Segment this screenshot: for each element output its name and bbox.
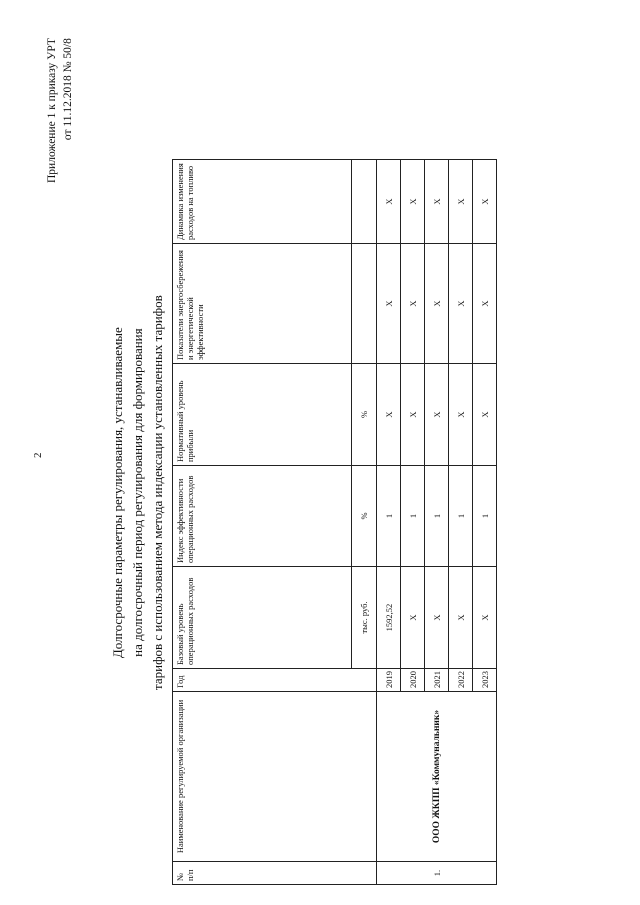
cell-fuel: Х xyxy=(425,160,449,244)
cell-year: 2019 xyxy=(377,669,401,692)
cell-base: Х xyxy=(425,567,449,669)
cell-energy: Х xyxy=(377,244,401,364)
cell-fuel: Х xyxy=(449,160,473,244)
cell-energy: Х xyxy=(473,244,497,364)
cell-year: 2020 xyxy=(401,669,425,692)
cell-energy: Х xyxy=(401,244,425,364)
cell-energy: Х xyxy=(425,244,449,364)
cell-profit: Х xyxy=(401,364,425,466)
header-num: № п/п xyxy=(173,862,377,885)
cell-index: 1 xyxy=(377,466,401,567)
cell-profit: Х xyxy=(473,364,497,466)
cell-base: Х xyxy=(473,567,497,669)
cell-year: 2021 xyxy=(425,669,449,692)
title-line-2: на долгосрочный период регулирования для формирования xyxy=(130,328,145,657)
appendix-line-2: от 11.12.2018 № 50/8 xyxy=(62,38,74,141)
appendix-header xyxy=(44,38,76,183)
cell-year: 2023 xyxy=(473,669,497,692)
cell-index: 1 xyxy=(425,466,449,567)
cell-fuel: Х xyxy=(377,160,401,244)
header-efficiency-index: Индекс эффективности операционных расходов xyxy=(173,466,352,567)
cell-energy: Х xyxy=(449,244,473,364)
cell-profit: Х xyxy=(449,364,473,466)
unit-fuel xyxy=(352,160,377,244)
cell-base: Х xyxy=(449,567,473,669)
unit-profit: % xyxy=(352,364,377,466)
unit-base: тыс. руб. xyxy=(352,567,377,669)
organization-name: ООО ЖКПП «Коммунальник» xyxy=(377,692,497,862)
header-profit-level: Нормативный уровень прибыли xyxy=(173,364,352,466)
header-organization: Наименование регулируемой организации xyxy=(173,692,377,862)
header-base-level: Базовый уровень операционных расходов xyxy=(173,567,352,669)
header-year: Год xyxy=(173,669,377,692)
page-number: 2 xyxy=(32,452,44,458)
cell-fuel: Х xyxy=(401,160,425,244)
cell-year: 2022 xyxy=(449,669,473,692)
parameters-table-wrapper xyxy=(172,159,497,885)
cell-base: Х xyxy=(401,567,425,669)
document-title xyxy=(108,295,168,690)
appendix-line-1: Приложение 1 к приказу УРТ xyxy=(46,38,58,183)
cell-profit: Х xyxy=(377,364,401,466)
title-line-1: Долгосрочные параметры регулирования, устанавливаемые xyxy=(110,327,125,659)
row-number: 1. xyxy=(377,862,497,885)
header-fuel-dynamics: Динамика изменения расходов на топливо xyxy=(173,160,352,244)
title-line-3: тарифов с использованием метода индексации установленных тарифов xyxy=(150,295,165,690)
parameters-table xyxy=(172,159,497,885)
header-row xyxy=(173,160,352,885)
cell-index: 1 xyxy=(401,466,425,567)
cell-profit: Х xyxy=(425,364,449,466)
unit-energy xyxy=(352,244,377,364)
cell-fuel: Х xyxy=(473,160,497,244)
table-row xyxy=(377,160,401,885)
header-energy-indicators: Показатели энергосбережения и энергетической эффективности xyxy=(173,244,352,364)
cell-index: 1 xyxy=(449,466,473,567)
cell-base: 1592,52 xyxy=(377,567,401,669)
cell-index: 1 xyxy=(473,466,497,567)
unit-index: % xyxy=(352,466,377,567)
